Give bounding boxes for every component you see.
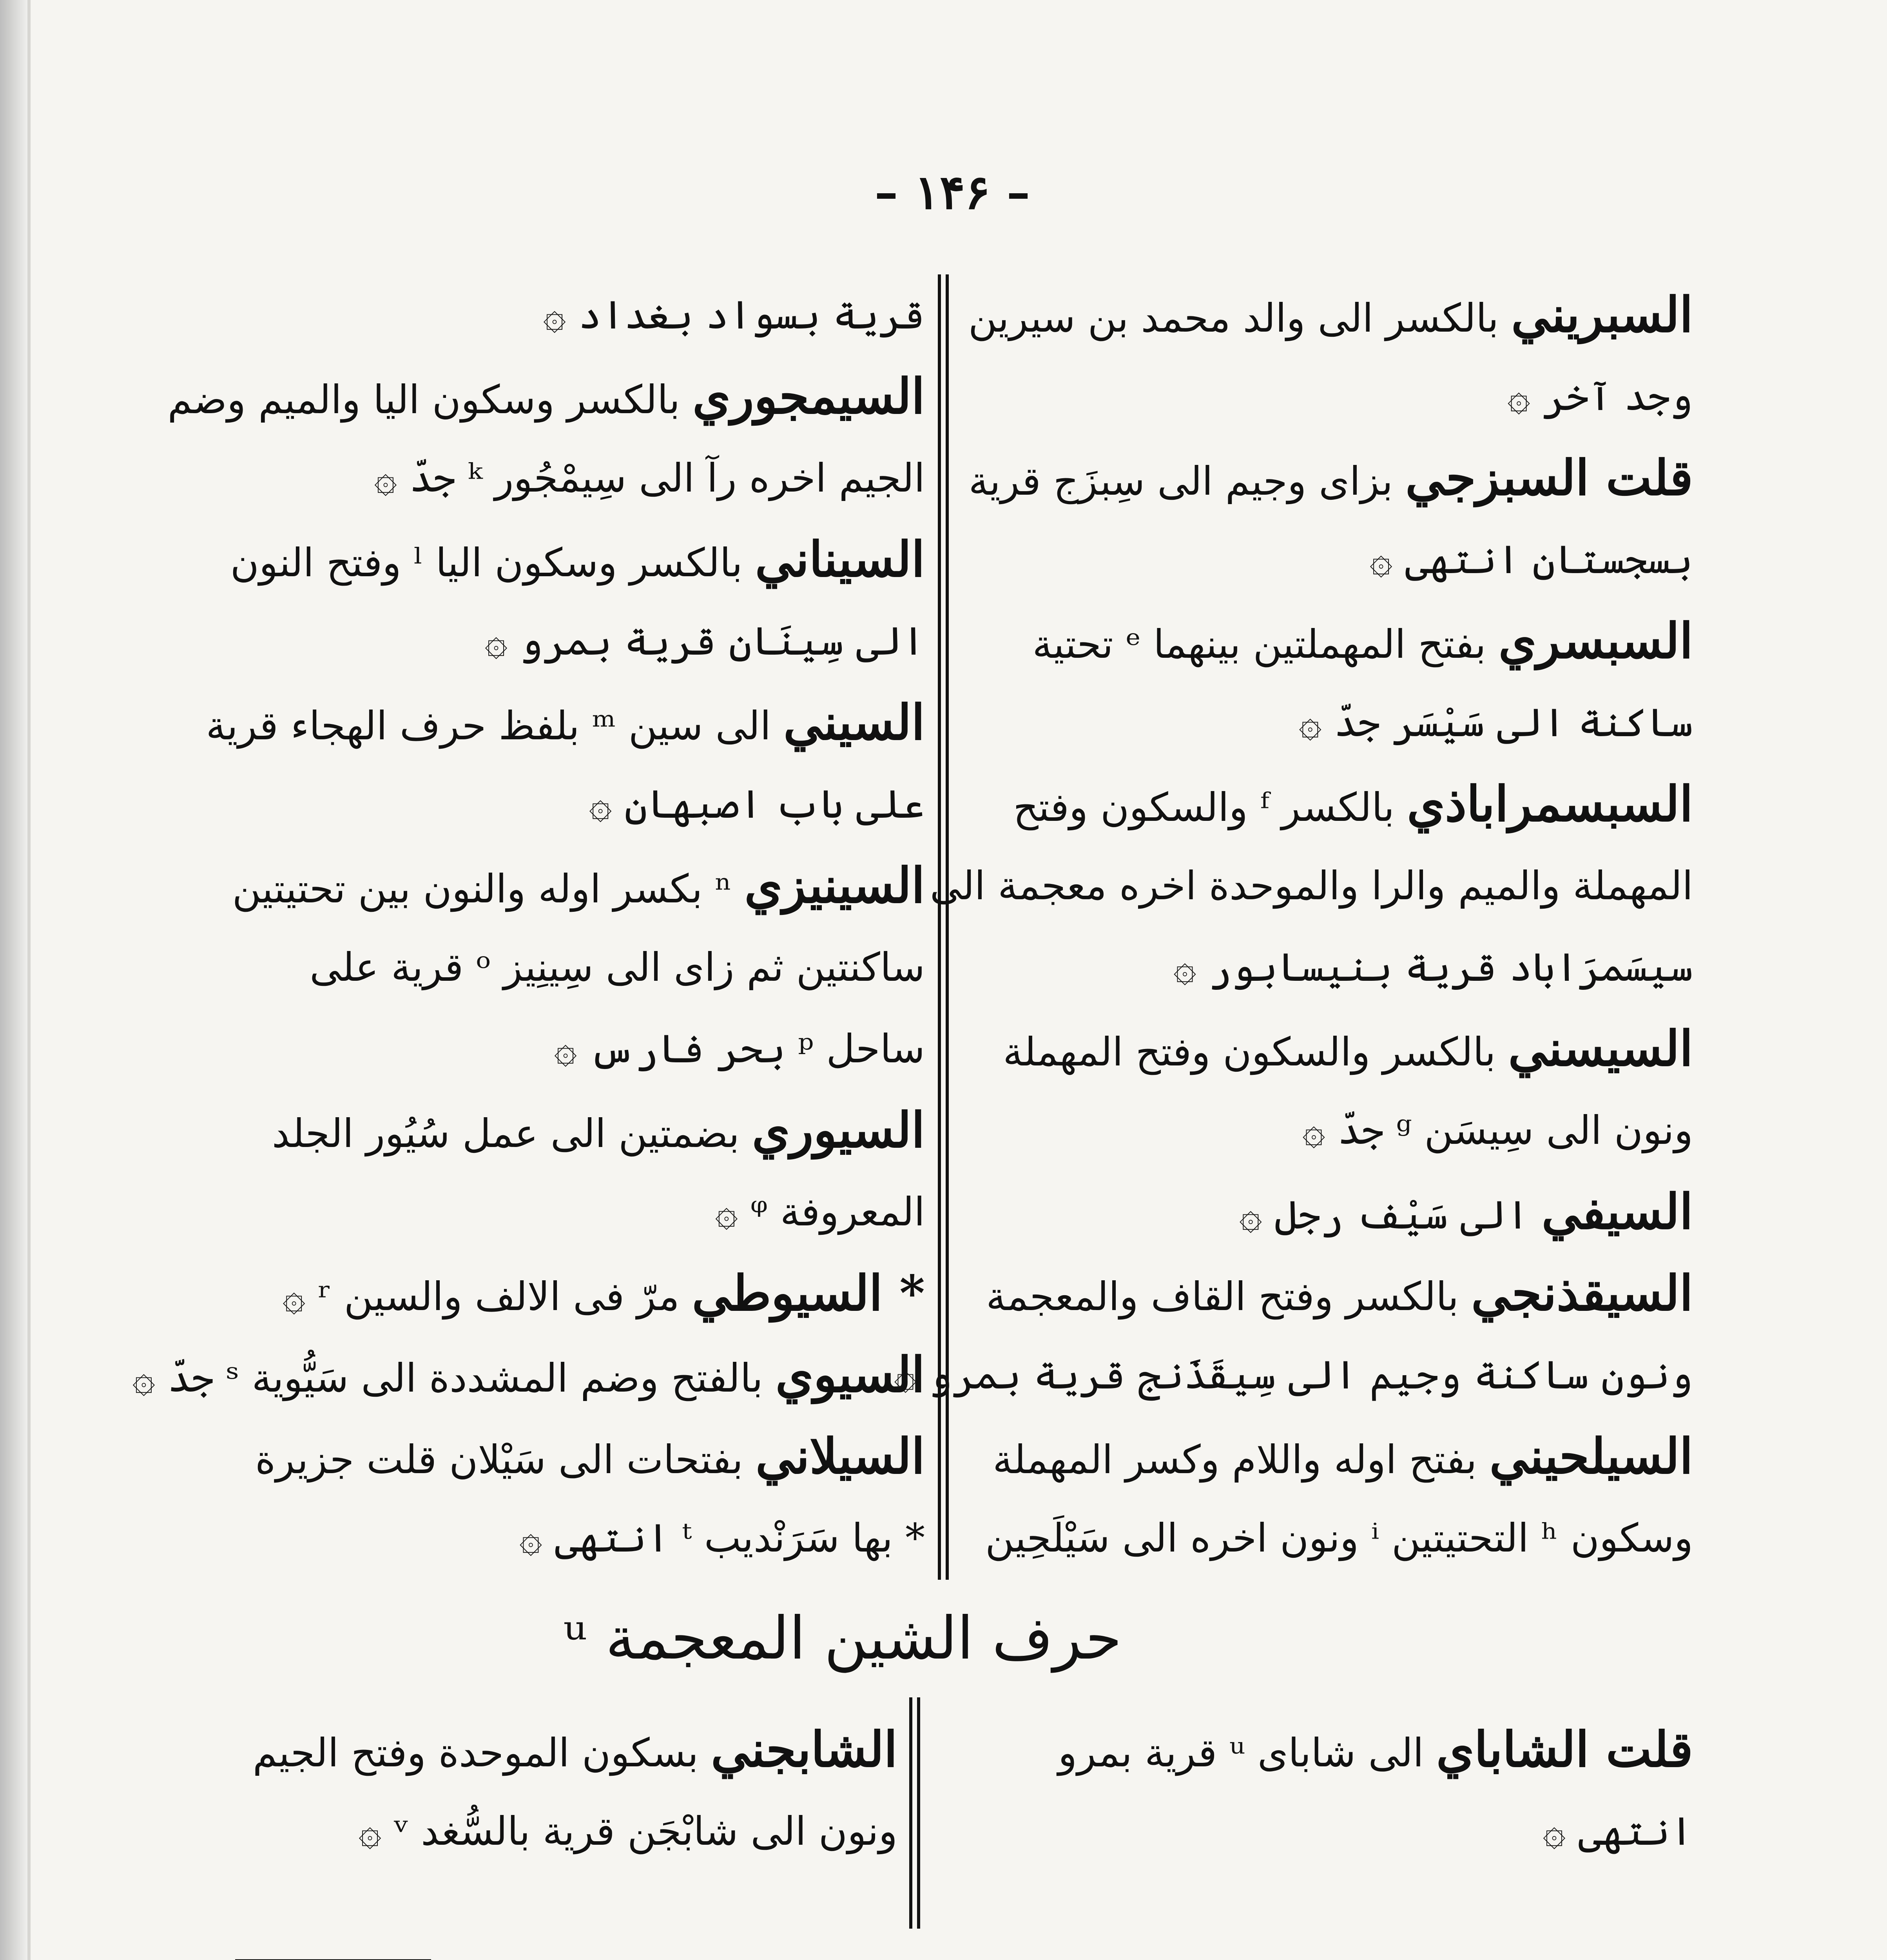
entry-text: الجيم اخره رآ الى سِيمْجُور ᵏ جدّ ۞ [374,455,925,501]
entry-line [188,519,925,601]
entry-line [188,845,925,927]
entry-headword: السيقذنجي [1471,1265,1693,1322]
entry-line [956,682,1693,764]
entry-headword: السيلاني [755,1428,925,1485]
entry-line [930,845,1693,927]
entry-text: على باب اصبهان ۞ [589,781,925,827]
section2-divider [909,1697,920,1929]
entry-text: ونون ساكنة وجيم الى سِيقَذَنج قرية بمرو ۞ [894,1352,1693,1398]
entry-line [956,1416,1693,1497]
section2-left-column [212,1709,897,1872]
entry-text: مرّ فى الالف والسين ʳ ۞ [282,1274,680,1319]
entry-headword: السيوري [752,1102,925,1159]
entry-headword: السيمجوري [692,368,925,425]
entry-line [188,1497,925,1579]
entry-text: بالكسر الى والد محمد بن سيرين [968,295,1499,341]
entry-line [956,274,1693,356]
entry-headword: السبسري [1498,613,1693,670]
entry-text: قرية بسواد بغداد ۞ [543,292,925,338]
entry-text: بالفتح وضم المشددة الى سَيُّوية ˢ جدّ ۞ [132,1355,763,1401]
entry-headword: السبريني [1511,287,1693,343]
entry-line [167,356,925,437]
entry-line [956,1253,1693,1334]
page-spine [27,0,31,1960]
entry-text: انتهى ۞ [1543,1808,1693,1854]
entry-text: ⁿ بكسر اوله والنون بين تحتيتين [232,866,732,912]
entry-text: بالكسر وسكون اليا ˡ وفتح النون [230,540,743,586]
entry-text: بالكسر ᶠ والسكون وفتح [1013,784,1395,830]
entry-text: سيسَمرَاباد قرية بنيسابور ۞ [1173,944,1693,990]
entry-line [188,1090,925,1171]
section-heading: حرف الشين المعجمة ᵘ [563,1604,1122,1673]
entry-text: بالكسر والسكون وفتح المهملة [1003,1029,1496,1075]
entry-text: ساكنتين ثم زاى الى سِينِيز ᵒ قرية على [310,944,925,990]
entry-text: ساكنة الى سَيْسَر جدّ ۞ [1298,700,1693,746]
entry-headword: السبسمراباذي [1407,776,1693,833]
entry-line [188,927,925,1008]
entry-line [188,1253,925,1334]
entry-headword: السيني [783,694,925,751]
entry-line [212,1791,897,1872]
entry-text: الى سَيْف رجل ۞ [1239,1192,1529,1238]
entry-text: ونون الى شابْجَن قرية بالسُّغد ᵛ ۞ [358,1808,897,1854]
entry-line [188,274,925,356]
page-number: – ۱۴۶ – [874,165,1030,220]
entry-line [188,437,925,519]
entry-text: وجد آخر ۞ [1507,374,1693,419]
entry-text: بزاى وجيم الى سِبزَج قرية [968,458,1393,504]
entry-headword: السينيزي [744,857,925,914]
entry-line [956,437,1693,519]
entry-headword: السيفي [1541,1183,1693,1240]
entry-text: وسكون ʰ التحتيتين ⁱ ونون اخره الى سَيْلَحِين [985,1515,1693,1561]
entry-text: * بها سَرَنْديب ᵗ انتهى ۞ [519,1515,925,1561]
entry-headword: قلت السبزجي [1405,450,1693,506]
entry-text: بضمتين الى عمل سُيُور الجلد [272,1111,740,1156]
entry-line [956,356,1693,437]
entry-line [956,927,1693,1008]
entry-line [933,1709,1693,1791]
entry-text: بفتح اوله واللام وكسر المهملة [993,1437,1477,1483]
entry-text: الى سِينَان قرية بمرو ۞ [484,618,925,664]
entry-line [956,764,1693,845]
entry-text: ساحل ᵖ بحر فارس ۞ [554,1026,925,1072]
entry-line [956,1008,1693,1090]
entry-line [188,682,925,764]
right-column [894,274,1693,1579]
entry-line [933,1791,1693,1872]
entry-headword: الشابجني [711,1721,897,1778]
entry-text: ونون الى سِيسَن ᵍ جدّ ۞ [1302,1107,1693,1153]
entry-text: الى شاباى ᵘ قرية بمرو [1058,1730,1424,1776]
entry-line [956,1090,1693,1171]
entry-line [188,1008,925,1090]
column-divider [938,274,949,1580]
entry-line [188,764,925,845]
entry-headword: السيلحيني [1489,1428,1693,1485]
entry-headword: السيسني [1508,1020,1693,1077]
entry-line [188,601,925,682]
entry-line [188,1416,925,1497]
entry-text: المعروفة ᵠ ۞ [715,1189,925,1235]
entry-headword: السيناني [755,531,925,588]
entry-line [956,519,1693,601]
entry-line [212,1709,897,1791]
page-gutter [0,0,27,1960]
entry-headword: * السيوطي [692,1265,925,1322]
entry-line [956,1171,1693,1253]
entry-line [132,1334,925,1416]
entry-text: بفتحات الى سَيْلان قلت جزيرة [255,1437,743,1483]
entry-line [956,1497,1693,1579]
entry-text: بفتح المهملتين بينهما ᵉ تحتية [1032,621,1486,667]
entry-headword: قلت الشاباي [1436,1721,1693,1778]
entry-line [956,601,1693,682]
entry-text: بالكسر وفتح القاف والمعجمة [986,1274,1459,1319]
left-column [132,274,925,1579]
entry-line [188,1171,925,1253]
entry-text: بسجستان انتهى ۞ [1369,537,1693,583]
entry-line [894,1334,1693,1416]
entry-text: الى سين ᵐ بلفظ حرف الهجاء قرية [206,703,771,749]
entry-text: بالكسر وسكون اليا والميم وضم [167,377,680,423]
section2-right-column [933,1709,1693,1872]
entry-text: بسكون الموحدة وفتح الجيم [252,1730,699,1776]
entry-headword: السيوي [775,1347,925,1403]
entry-text: المهملة والميم والرا والموحدة اخره معجمة الى [930,863,1693,909]
